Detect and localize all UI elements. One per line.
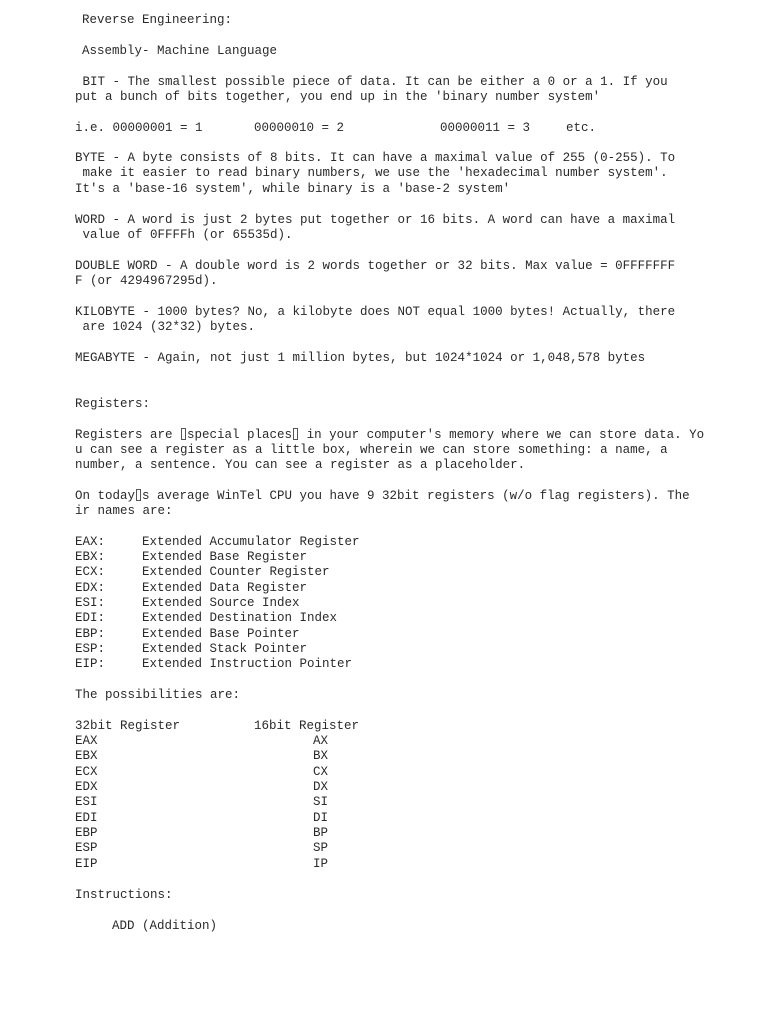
register-16bit: BP [313,826,329,840]
register-description: Extended Instruction Pointer [142,657,353,671]
registers-intro-text-b: special places [187,428,293,442]
register-16bit: BX [313,749,329,763]
register-32bit: EDI [75,811,98,825]
byte-definition-line-1: BYTE - A byte consists of 8 bits. It can have a maximal value of 255 (0-255). To [75,151,676,165]
register-description: Extended Base Pointer [142,627,300,641]
possibilities-heading: The possibilities are: [75,688,241,702]
cpu-intro-text-a: On today [75,489,136,503]
word-definition-line-2: value of 0FFFFh (or 65535d). [75,228,293,242]
cpu-intro-line-1 [75,489,690,504]
bit-definition-line-1: BIT - The smallest possible piece of data. It can be either a 0 or a 1. If you [75,75,668,89]
registers-intro-line-3: number, a sentence. You can see a register as a placeholder. [75,458,526,472]
dword-definition-line-1: DOUBLE WORD - A double word is 2 words together or 32 bits. Max value = 0FFFFFFF [75,259,676,273]
register-name: ESI: [75,596,106,610]
register-32bit: EBX [75,749,98,763]
bit-definition-line-2: put a bunch of bits together, you end up in the 'binary number system' [75,90,601,104]
missing-glyph-icon [136,489,141,501]
register-description: Extended Base Register [142,550,308,564]
register-name: EBP: [75,627,106,641]
register-32bit: EDX [75,780,98,794]
register-32bit: EAX [75,734,98,748]
register-name: EDI: [75,611,106,625]
register-32bit: ESI [75,795,98,809]
register-description: Extended Source Index [142,596,300,610]
document-title: Reverse Engineering: [82,13,233,27]
byte-definition-line-2: make it easier to read binary numbers, we use the 'hexadecimal number system'. [75,166,668,180]
register-16bit: SP [313,841,329,855]
register-16bit: IP [313,857,329,871]
binary-example-3: 00000011 = 3 [440,121,531,135]
megabyte-definition: MEGABYTE - Again, not just 1 million bytes, but 1024*1024 or 1,048,578 bytes [75,351,646,365]
register-16bit: AX [313,734,329,748]
register-name: EDX: [75,581,106,595]
missing-glyph-icon [293,428,298,440]
register-32bit: ESP [75,841,98,855]
registers-intro-text-a: Registers are [75,428,181,442]
registers-intro-line-2: u can see a register as a little box, wherein we can store something: a name, a [75,443,668,457]
register-name: ESP: [75,642,106,656]
byte-definition-line-3: It's a 'base-16 system', while binary is a 'base-2 system' [75,182,511,196]
binary-example-1: i.e. 00000001 = 1 [75,121,203,135]
kilobyte-definition-line-2: are 1024 (32*32) bytes. [75,320,256,334]
registers-intro-text-c: in your computer's memory where we can store data. Yo [299,428,705,442]
registers-intro-line-1 [75,428,704,443]
cpu-intro-line-2: ir names are: [75,504,173,518]
register-description: Extended Destination Index [142,611,338,625]
register-16bit: SI [313,795,329,809]
dword-definition-line-2: F (or 4294967295d). [75,274,218,288]
registers-heading: Registers: [75,397,151,411]
register-description: Extended Counter Register [142,565,330,579]
kilobyte-definition-line-1: KILOBYTE - 1000 bytes? No, a kilobyte does NOT equal 1000 bytes! Actually, there [75,305,676,319]
word-definition-line-1: WORD - A word is just 2 bytes put together or 16 bits. A word can have a maximal [75,213,676,227]
register-name: EBX: [75,550,106,564]
instructions-heading: Instructions: [75,888,173,902]
register-name: ECX: [75,565,106,579]
binary-example-etc: etc. [566,121,597,135]
table-header-32bit: 32bit Register [75,719,181,733]
add-instruction: ADD (Addition) [112,919,218,933]
register-16bit: DX [313,780,329,794]
register-description: Extended Accumulator Register [142,535,360,549]
register-name: EIP: [75,657,106,671]
table-header-16bit: 16bit Register [254,719,360,733]
register-32bit: EIP [75,857,98,871]
cpu-intro-text-b: s average WinTel CPU you have 9 32bit registers (w/o flag registers). The [142,489,690,503]
register-16bit: CX [313,765,329,779]
register-name: EAX: [75,535,106,549]
register-description: Extended Data Register [142,581,308,595]
missing-glyph-icon [181,428,186,440]
register-32bit: EBP [75,826,98,840]
register-description: Extended Stack Pointer [142,642,308,656]
binary-example-2: 00000010 = 2 [254,121,345,135]
document-subtitle: Assembly- Machine Language [82,44,278,58]
register-16bit: DI [313,811,329,825]
register-32bit: ECX [75,765,98,779]
